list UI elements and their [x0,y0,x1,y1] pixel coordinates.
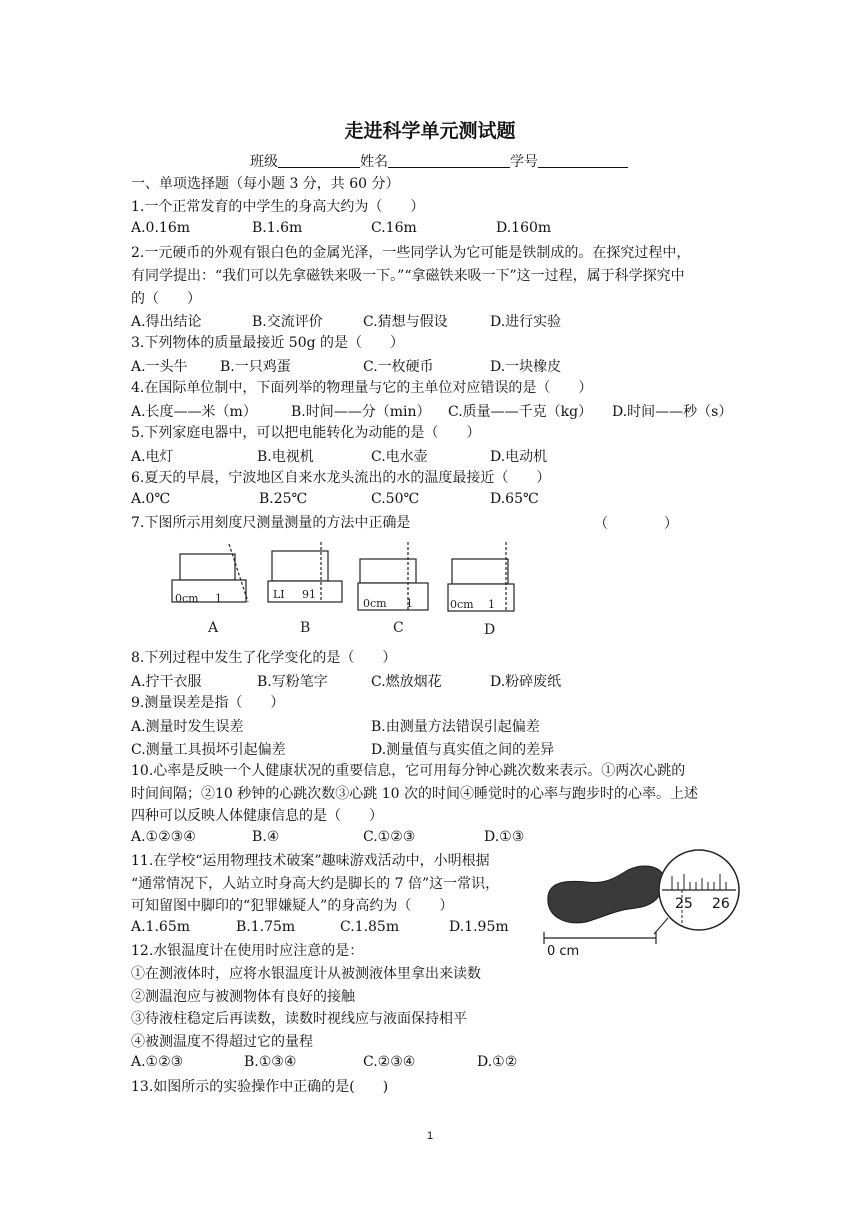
q12-item-2: ②测温泡应与被测物体有良好的接触 [131,989,355,1005]
footprint-figure [542,846,742,962]
section-heading: 一、单项选择题（每小题 3 分，共 60 分） [131,176,400,192]
ruler-c-one-label: 1 [406,597,413,610]
question-10-stem-line-1: 10.心率是反映一个人健康状况的重要信息，它可用每分钟心跳次数来表示。①两次心跳的 [131,763,686,779]
footprint-shape [548,866,664,923]
q9-option-b: B.由测量方法错误引起偏差 [371,719,540,735]
q6-option-c: C.50℃ [371,491,420,507]
q3-option-d: D.一块橡皮 [490,359,562,375]
id-label: 学号 [510,154,538,170]
q12-item-1: ①在测液体时，应将水银温度计从被测液体里拿出来读数 [131,966,481,982]
q4-option-a: A.长度——米（m） [131,404,257,420]
question-10-stem-line-2: 时间间隔；②10 秒钟的心跳次数③心跳 10 次的时间④睡觉时的心率与跑步时的心率。上述 [131,786,698,802]
q5-option-c: C.电水壶 [371,449,428,465]
question-12-stem: 12.水银温度计在使用时应注意的是： [131,943,364,959]
question-10-stem-line-3: 四种可以反映人体健康信息的是（ ） [131,808,383,824]
ruler-d-one-label: 1 [488,598,495,611]
page-number: 1 [426,1130,434,1142]
question-4-stem: 4.在国际单位制中，下面列举的物理量与它的主单位对应错误的是（ ） [131,380,593,396]
q2-option-d: D.进行实验 [490,314,562,330]
question-11-stem-line-3: 可知留图中脚印的“犯罪嫌疑人”的身高约为（ ） [131,898,454,914]
figure-label-b: B [300,620,311,636]
q2-option-a: A.得出结论 [131,314,202,330]
footprint-zero-label: 0 cm [547,944,580,959]
q1-option-b: B.1.6m [252,220,303,236]
q9-option-a: A.测量时发生误差 [131,719,244,735]
q12-option-a: A.①②③ [131,1054,184,1070]
student-info-line [250,151,628,171]
question-11-stem-line-2: “通常情况下，人站立时身高大约是脚长的 7 倍”这一常识， [131,876,500,892]
q11-option-c: C.1.85m [340,919,400,935]
q2-option-b: B.交流评价 [252,314,323,330]
figure-d-correct [448,542,514,638]
figure-c-offset-ruler [358,542,428,636]
class-label: 班级 [250,154,278,170]
q5-option-a: A.电灯 [131,449,174,465]
ruler-a-one-label: 1 [215,592,222,605]
question-2-stem-line-3: 的（ ） [131,291,201,307]
name-label: 姓名 [360,154,388,170]
magnifier-tick-25: 25 [675,896,693,912]
q9-option-c: C.测量工具损坏引起偏差 [131,742,286,758]
q12-option-b: B.①③④ [244,1054,297,1070]
ruler-d-zero-label: 0cm [450,598,474,611]
q8-option-a: A.拧干衣服 [131,674,202,690]
q12-item-4: ④被测温度不得超过它的量程 [131,1034,313,1050]
q12-option-c: C.②③④ [363,1054,416,1070]
q10-option-c: C.①②③ [363,829,416,845]
q12-option-d: D.①② [477,1054,518,1070]
q11-option-a: A.1.65m [131,919,191,935]
question-2-stem-line-2: 有同学提出：“我们可以先拿磁铁来吸一下。”“拿磁铁来吸一下”这一过程，属于科学探究中 [131,268,685,284]
q10-option-b: B.④ [252,829,280,845]
name-blank[interactable] [388,153,510,168]
q11-option-b: B.1.75m [236,919,296,935]
question-13-stem: 13.如图所示的实验操作中正确的是( ) [131,1079,389,1095]
q5-option-d: D.电动机 [490,449,548,465]
figure-a-wrong-angle [172,544,248,636]
q10-option-a: A.①②③④ [131,829,196,845]
ruler-measurement-figure [130,536,530,642]
q10-option-d: D.①③ [484,829,525,845]
q4-option-c: C.质量——千克（kg） [448,404,593,420]
figure-b-reversed-ruler [268,542,342,636]
ruler-a-zero-label: 0cm [175,592,199,605]
q6-option-b: B.25℃ [259,491,308,507]
class-blank[interactable] [278,153,360,168]
q8-option-d: D.粉碎废纸 [490,674,562,690]
question-8-stem: 8.下列过程中发生了化学变化的是（ ） [131,650,397,666]
q4-option-d: D.时间——秒（s） [612,404,733,420]
question-1-stem: 1.一个正常发育的中学生的身高大约为（ ） [131,199,425,215]
q2-option-c: C.猜想与假设 [363,314,448,330]
q1-option-a: A.0.16m [131,220,191,236]
q8-option-c: C.燃放烟花 [371,674,442,690]
q4-option-b: B.时间——分（min） [291,404,431,420]
q6-option-d: D.65℃ [490,491,539,507]
q12-item-3: ③待液柱稳定后再读数，读数时视线应与液面保持相平 [131,1011,467,1027]
question-5-stem: 5.下列家庭电器中，可以把电能转化为动能的是（ ） [131,425,481,441]
q8-option-b: B.写粉笔字 [257,674,328,690]
id-blank[interactable] [538,153,628,168]
q3-option-b: B.一只鸡蛋 [220,359,291,375]
q1-option-c: C.16m [371,220,417,236]
ruler-b-reversed-number: 91 [302,588,316,601]
figure-label-a: A [208,620,219,636]
q3-option-a: A.一头牛 [131,359,188,375]
question-3-stem: 3.下列物体的质量最接近 50g 的是（ ） [131,335,405,351]
question-2-stem-line-1: 2.一元硬币的外观有银白色的金属光泽，一些同学认为它可能是铁制成的。在探究过程中， [131,245,691,261]
magnifier-tick-26: 26 [712,896,730,912]
q5-option-b: B.电视机 [257,449,314,465]
q7-answer-paren: （ ） [594,516,678,532]
figure-label-d: D [484,622,496,638]
ruler-c-zero-label: 0cm [363,597,387,610]
ruler-b-reversed-label: LI [273,588,285,601]
question-9-stem: 9.测量误差是指（ ） [131,695,285,711]
question-6-stem: 6.夏天的早晨，宁波地区自来水龙头流出的水的温度最接近（ ） [131,470,551,486]
q9-option-d: D.测量值与真实值之间的差异 [371,742,555,758]
q6-option-a: A.0℃ [131,491,171,507]
q3-option-c: C.一枚硬币 [363,359,434,375]
figure-label-c: C [393,620,404,636]
q11-option-d: D.1.95m [449,919,509,935]
question-11-stem-line-1: 11.在学校“运用物理技术破案”趣味游戏活动中，小明根据 [131,853,490,869]
question-7-stem: 7.下图所示用刻度尺测量测量的方法中正确是 [131,515,411,531]
page-title: 走进科学单元测试题 [344,120,516,142]
q1-option-d: D.160m [496,220,552,236]
